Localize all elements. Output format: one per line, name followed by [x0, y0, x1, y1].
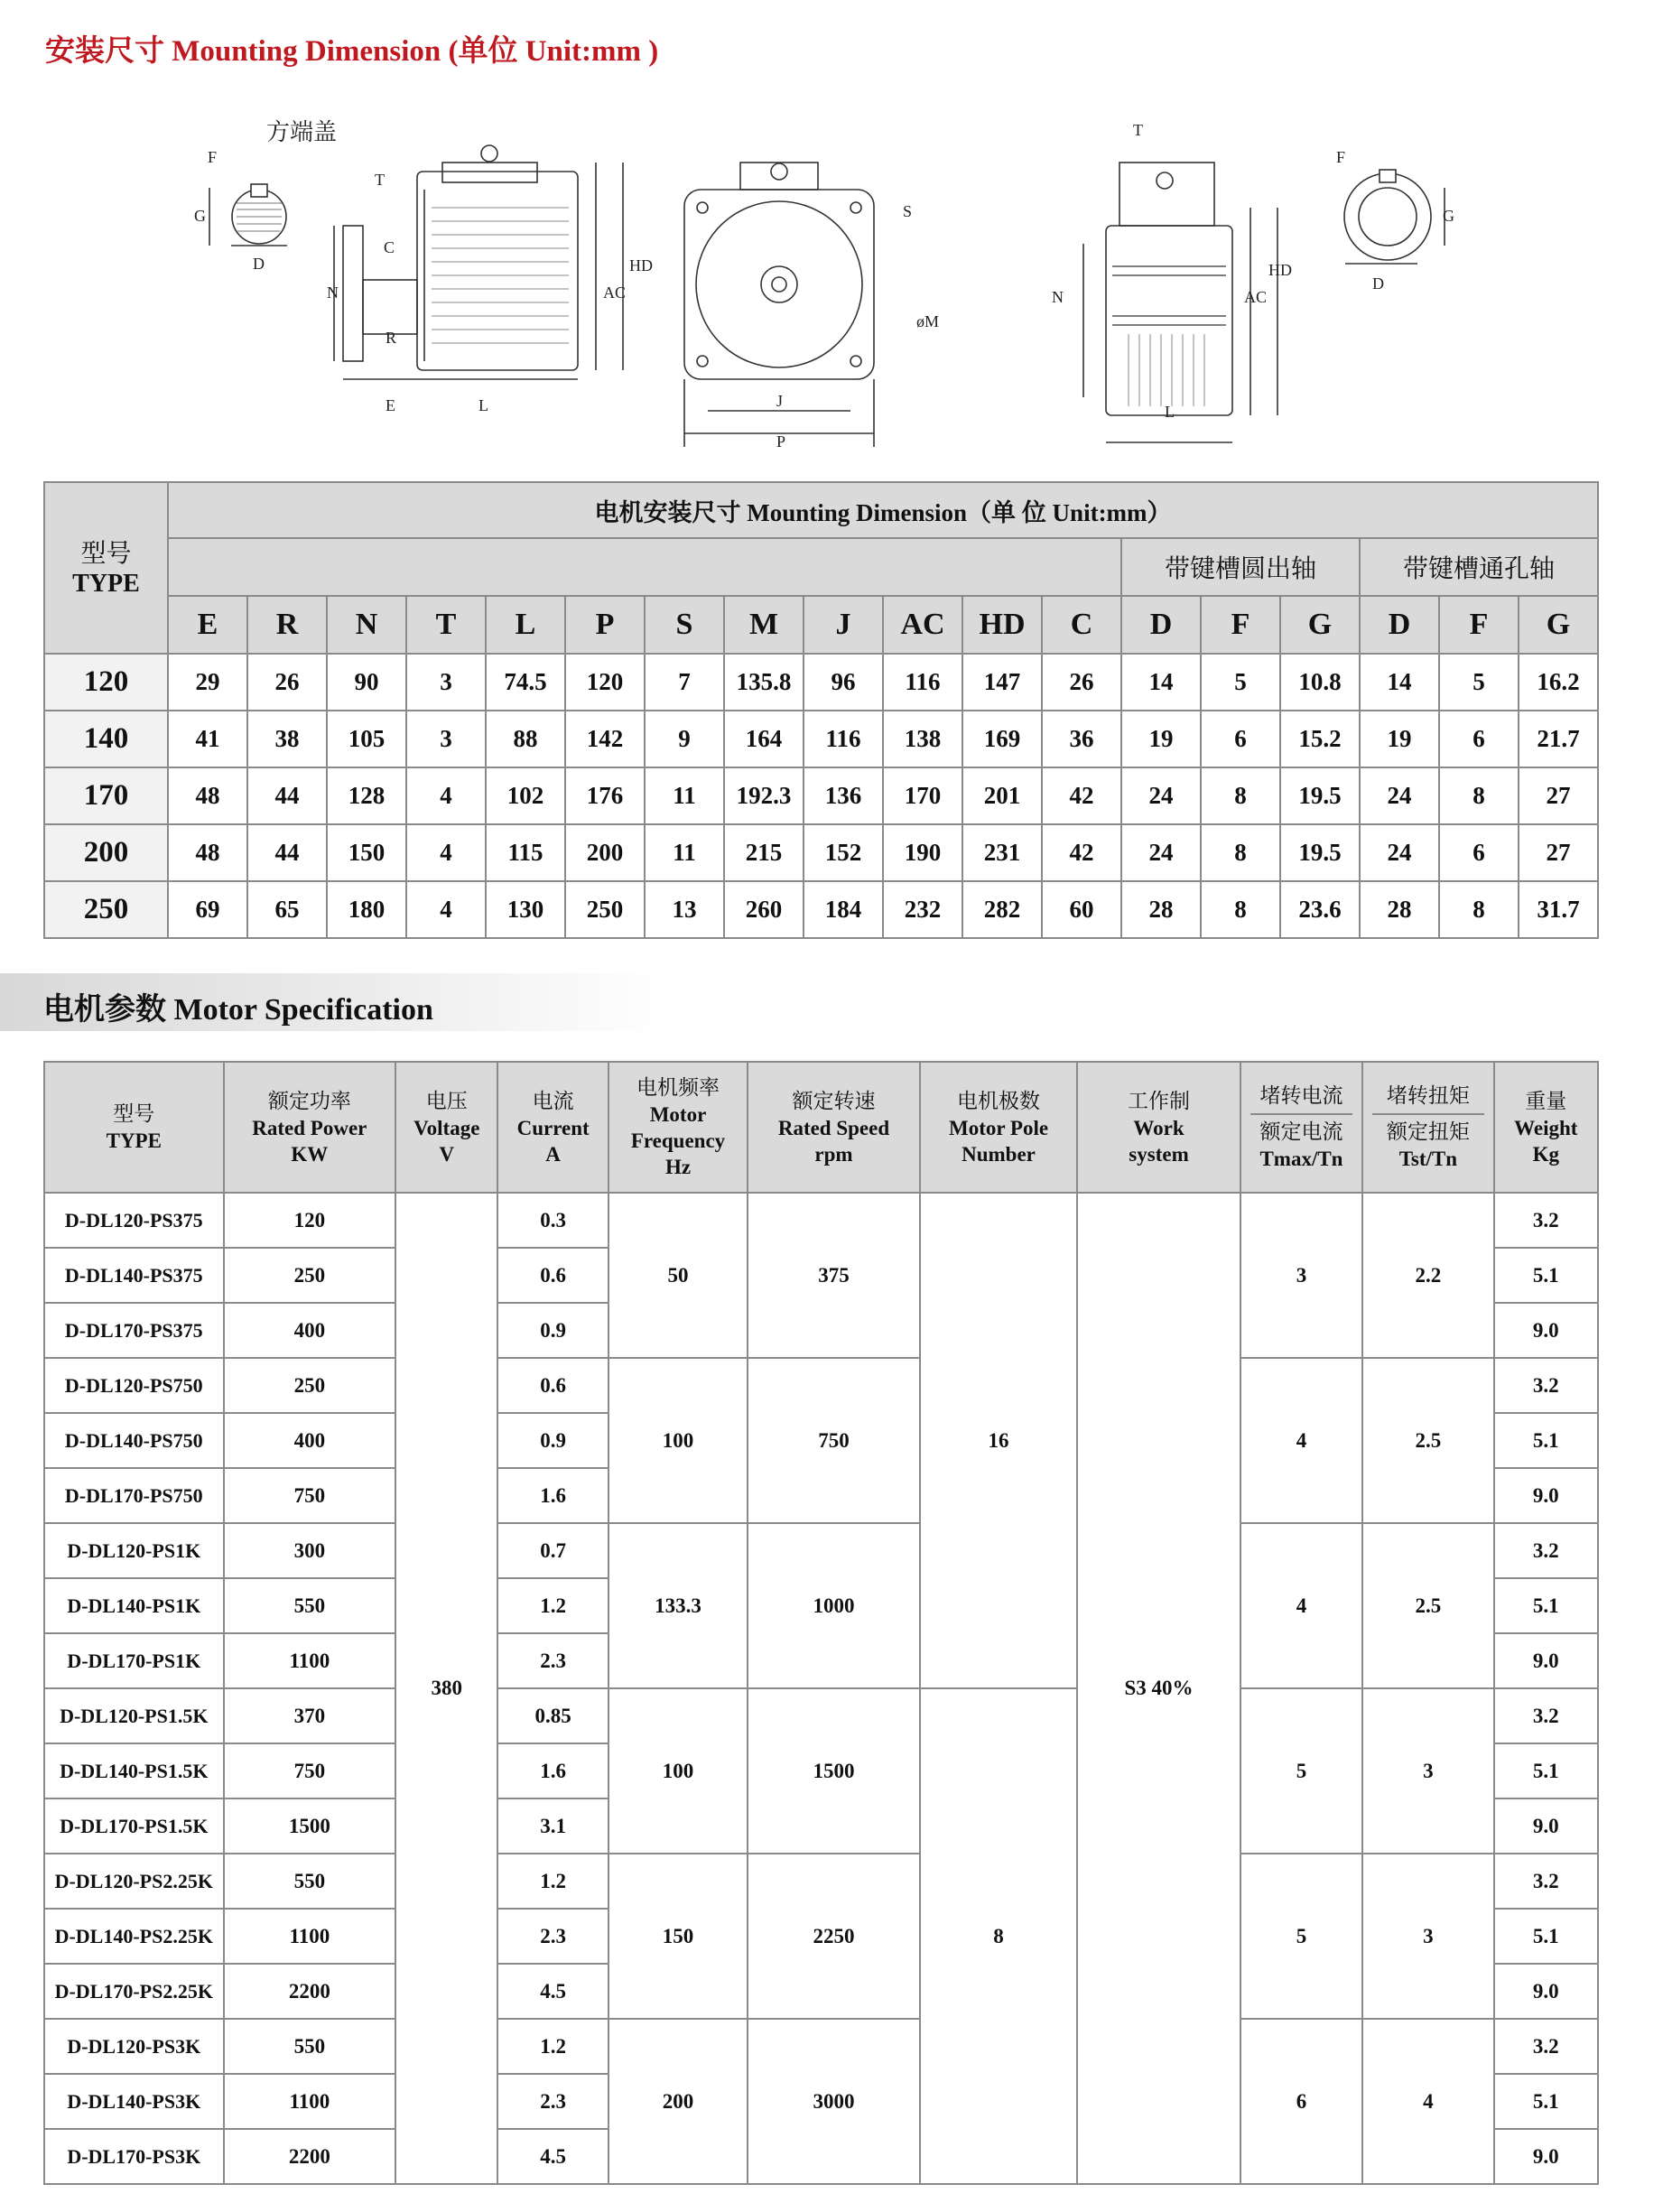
mount-cell: 190 [883, 824, 962, 881]
mount-cell: 4 [406, 881, 486, 938]
mount-cell: 3 [406, 711, 486, 767]
shaft-section-drawing [209, 184, 287, 246]
spec-weight: 5.1 [1494, 1909, 1598, 1964]
mount-col-p-5: P [565, 596, 645, 654]
mount-cell: 60 [1042, 881, 1121, 938]
mount-cell: 69 [168, 881, 247, 938]
mount-cell: 8 [1201, 767, 1280, 824]
mount-cell: 23.6 [1280, 881, 1360, 938]
mount-cell: 8 [1201, 881, 1280, 938]
spec-power: 1100 [224, 2074, 396, 2129]
mount-cell: 5 [1201, 654, 1280, 711]
mount-cell: 142 [565, 711, 645, 767]
spec-power: 250 [224, 1358, 396, 1413]
mount-col-hd-10: HD [962, 596, 1042, 654]
spec-power: 2200 [224, 1964, 396, 2019]
spec-model: D-DL170-PS2.25K [44, 1964, 224, 2019]
spec-model: D-DL170-PS750 [44, 1468, 224, 1523]
table-row [44, 1688, 1598, 1743]
mount-col-m-7: M [724, 596, 804, 654]
label-AC: AC [603, 283, 627, 302]
label-S: S [903, 202, 913, 220]
spec-power: 400 [224, 1303, 396, 1358]
spec-weight: 5.1 [1494, 1743, 1598, 1798]
mount-cell: 231 [962, 824, 1042, 881]
mount-cell: 138 [883, 711, 962, 767]
spec-col-power: 额定功率 Rated Power KW [224, 1062, 396, 1193]
mount-col-f-16: F [1439, 596, 1519, 654]
spec-current: 0.3 [497, 1193, 608, 1248]
spec-table-header [44, 1062, 1598, 1193]
spec-model: D-DL170-PS3K [44, 2129, 224, 2184]
spec-stall-current: 4 [1240, 1358, 1362, 1523]
mount-cell: 19 [1121, 711, 1201, 767]
mount-cell: 136 [804, 767, 883, 824]
mount-cell: 27 [1519, 824, 1598, 881]
mount-cell: 96 [804, 654, 883, 711]
spec-model: D-DL170-PS1K [44, 1633, 224, 1688]
mount-cell: 38 [247, 711, 327, 767]
table-row [44, 767, 1598, 824]
label-M: øM [916, 312, 940, 330]
spec-model: D-DL170-PS1.5K [44, 1798, 224, 1854]
mount-row-type: 200 [44, 824, 168, 881]
mount-cell: 88 [486, 711, 565, 767]
spec-weight: 3.2 [1494, 1523, 1598, 1578]
spec-col-stall-current: 堵转电流 额定电流 Tmax/Tn [1240, 1062, 1362, 1193]
spec-power: 300 [224, 1523, 396, 1578]
mount-cell: 31.7 [1519, 881, 1598, 938]
spec-model: D-DL120-PS2.25K [44, 1854, 224, 1909]
label-D: D [253, 255, 265, 273]
label-HD: HD [629, 256, 653, 274]
mount-cell: 6 [1201, 711, 1280, 767]
spec-weight: 3.2 [1494, 1193, 1598, 1248]
table-row [44, 1358, 1598, 1413]
mount-group-round-shaft: 带键槽圆出轴 [1121, 538, 1360, 596]
spec-current: 0.6 [497, 1358, 608, 1413]
spec-stall-torque: 3 [1362, 1854, 1493, 2019]
label-AC-right: AC [1244, 288, 1268, 306]
label-F: F [208, 148, 218, 166]
mount-cell: 19.5 [1280, 824, 1360, 881]
label-T-right: T [1133, 121, 1143, 139]
spec-stall-torque: 3 [1362, 1688, 1493, 1854]
mount-cell: 169 [962, 711, 1042, 767]
spec-col-voltage: 电压 Voltage V [395, 1062, 497, 1193]
mount-cell: 184 [804, 881, 883, 938]
mount-cell: 26 [247, 654, 327, 711]
spec-weight: 9.0 [1494, 1303, 1598, 1358]
mount-type-cn: 型号 [80, 537, 132, 568]
spec-col-type: 型号 TYPE [44, 1062, 224, 1193]
table-row [44, 1523, 1598, 1578]
spec-model: D-DL140-PS2.25K [44, 1909, 224, 1964]
spec-col-work-system: 工作制 Work system [1077, 1062, 1240, 1193]
mount-cell: 24 [1360, 767, 1439, 824]
spec-current: 4.5 [497, 2129, 608, 2184]
mount-cell: 26 [1042, 654, 1121, 711]
mount-cell: 19 [1360, 711, 1439, 767]
spec-power: 370 [224, 1688, 396, 1743]
label-J: J [776, 392, 784, 410]
mount-col-d-15: D [1360, 596, 1439, 654]
spec-power: 120 [224, 1193, 396, 1248]
mount-cell: 48 [168, 824, 247, 881]
mount-col-f-13: F [1201, 596, 1280, 654]
mount-cell: 7 [645, 654, 724, 711]
mount-header-row-1 [44, 482, 1598, 538]
mount-cell: 180 [327, 881, 406, 938]
mount-cell: 5 [1439, 654, 1519, 711]
label-L: L [478, 396, 488, 414]
mount-cell: 282 [962, 881, 1042, 938]
mount-col-e-0: E [168, 596, 247, 654]
spec-speed: 2250 [748, 1854, 920, 2019]
mount-cell: 4 [406, 824, 486, 881]
mount-cell: 128 [327, 767, 406, 824]
spec-weight: 3.2 [1494, 1358, 1598, 1413]
mount-row-type: 250 [44, 881, 168, 938]
mount-col-r-1: R [247, 596, 327, 654]
spec-weight: 3.2 [1494, 1854, 1598, 1909]
label-G-right: G [1443, 207, 1454, 225]
spec-weight: 5.1 [1494, 1413, 1598, 1468]
mount-cell: 41 [168, 711, 247, 767]
label-N: N [327, 283, 339, 302]
mount-cell: 90 [327, 654, 406, 711]
spec-weight: 9.0 [1494, 1468, 1598, 1523]
mount-cell: 14 [1121, 654, 1201, 711]
mount-cell: 6 [1439, 824, 1519, 881]
mount-main-header: 电机安装尺寸 Mounting Dimension（单 位 Unit:mm） [168, 482, 1598, 538]
mount-cell: 44 [247, 824, 327, 881]
mount-cell: 170 [883, 767, 962, 824]
mount-cell: 42 [1042, 824, 1121, 881]
mount-cell: 10.8 [1280, 654, 1360, 711]
spec-current: 0.6 [497, 1248, 608, 1303]
table-row [44, 824, 1598, 881]
spec-current: 0.85 [497, 1688, 608, 1743]
spec-current: 1.2 [497, 1854, 608, 1909]
mount-header-blank [168, 538, 1121, 596]
table-row [44, 1854, 1598, 1909]
mount-cell: 15.2 [1280, 711, 1360, 767]
spec-col-poles: 电机极数 Motor Pole Number [920, 1062, 1078, 1193]
mount-group-hollow-shaft: 带键槽通孔轴 [1360, 538, 1598, 596]
mount-col-l-4: L [486, 596, 565, 654]
spec-model: D-DL120-PS1K [44, 1523, 224, 1578]
spec-weight: 5.1 [1494, 1578, 1598, 1633]
spec-current: 2.3 [497, 2074, 608, 2129]
motor-drawing-svg [0, 90, 1663, 469]
mount-cell: 11 [645, 824, 724, 881]
spec-speed: 750 [748, 1358, 920, 1523]
mount-cell: 147 [962, 654, 1042, 711]
spec-stall-current: 6 [1240, 2019, 1362, 2184]
square-cap-label: 方端盖 [266, 119, 338, 146]
spec-section-title: 电机参数 Motor Specification [43, 993, 433, 1027]
spec-speed: 375 [748, 1193, 920, 1358]
label-N-right: N [1052, 288, 1064, 306]
spec-col-stall-torque: 堵转扭矩 额定扭矩 Tst/Tn [1362, 1062, 1493, 1193]
spec-current: 1.2 [497, 2019, 608, 2074]
spec-power: 2200 [224, 2129, 396, 2184]
mount-cell: 24 [1121, 824, 1201, 881]
spec-power: 750 [224, 1743, 396, 1798]
spec-stall-current: 4 [1240, 1523, 1362, 1688]
mount-cell: 8 [1439, 881, 1519, 938]
mount-cell: 192.3 [724, 767, 804, 824]
spec-power: 550 [224, 2019, 396, 2074]
mount-cell: 116 [804, 711, 883, 767]
mount-cell: 29 [168, 654, 247, 711]
spec-stall-current: 5 [1240, 1688, 1362, 1854]
spec-speed: 1000 [748, 1523, 920, 1688]
mount-row-type: 120 [44, 654, 168, 711]
mount-cell: 120 [565, 654, 645, 711]
spec-voltage: 380 [395, 1193, 497, 2184]
mount-cell: 28 [1121, 881, 1201, 938]
table-row [44, 1193, 1598, 1248]
mount-cell: 250 [565, 881, 645, 938]
hollow-shaft-section-drawing [1344, 170, 1445, 264]
spec-weight: 5.1 [1494, 2074, 1598, 2129]
spec-power: 750 [224, 1468, 396, 1523]
mount-cell: 201 [962, 767, 1042, 824]
spec-frequency: 200 [609, 2019, 748, 2184]
label-G: G [194, 207, 206, 225]
mount-col-s-6: S [645, 596, 724, 654]
spec-power: 1100 [224, 1909, 396, 1964]
spec-speed: 3000 [748, 2019, 920, 2184]
spec-work-system: S3 40% [1077, 1193, 1240, 2184]
label-T: T [375, 171, 385, 189]
spec-col-frequency: 电机频率 Motor Frequency Hz [609, 1062, 748, 1193]
spec-weight: 9.0 [1494, 1633, 1598, 1688]
mount-cell: 4 [406, 767, 486, 824]
mount-cell: 6 [1439, 711, 1519, 767]
mount-cell: 21.7 [1519, 711, 1598, 767]
mounting-table-body [44, 654, 1598, 938]
mount-cell: 44 [247, 767, 327, 824]
mount-col-n-2: N [327, 596, 406, 654]
mount-cell: 130 [486, 881, 565, 938]
spec-col-speed: 额定转速 Rated Speed rpm [748, 1062, 920, 1193]
mount-col-ac-9: AC [883, 596, 962, 654]
mount-cell: 13 [645, 881, 724, 938]
mount-cell: 24 [1121, 767, 1201, 824]
spec-weight: 5.1 [1494, 1248, 1598, 1303]
table-row [44, 654, 1598, 711]
label-D-right: D [1372, 274, 1384, 293]
label-E: E [386, 396, 395, 414]
mount-header-row-3 [44, 596, 1598, 654]
motor-spec-table [43, 1061, 1599, 2185]
spec-model: D-DL140-PS1K [44, 1578, 224, 1633]
mount-cell: 152 [804, 824, 883, 881]
mount-row-type: 140 [44, 711, 168, 767]
spec-model: D-DL140-PS3K [44, 2074, 224, 2129]
mount-cell: 3 [406, 654, 486, 711]
mount-cell: 14 [1360, 654, 1439, 711]
spec-weight: 9.0 [1494, 2129, 1598, 2184]
spec-power: 550 [224, 1854, 396, 1909]
spec-current: 3.1 [497, 1798, 608, 1854]
mount-cell: 42 [1042, 767, 1121, 824]
spec-model: D-DL140-PS1.5K [44, 1743, 224, 1798]
spec-current: 0.7 [497, 1523, 608, 1578]
mount-cell: 19.5 [1280, 767, 1360, 824]
spec-stall-torque: 4 [1362, 2019, 1493, 2184]
mount-cell: 48 [168, 767, 247, 824]
spec-model: D-DL170-PS375 [44, 1303, 224, 1358]
spec-power: 1100 [224, 1633, 396, 1688]
spec-current: 4.5 [497, 1964, 608, 2019]
mount-cell: 115 [486, 824, 565, 881]
spec-model: D-DL140-PS375 [44, 1248, 224, 1303]
spec-model: D-DL120-PS750 [44, 1358, 224, 1413]
mount-cell: 102 [486, 767, 565, 824]
label-C: C [384, 238, 395, 256]
mount-cell: 8 [1439, 767, 1519, 824]
mount-col-c-11: C [1042, 596, 1121, 654]
label-HD-right: HD [1268, 261, 1292, 279]
mount-cell: 74.5 [486, 654, 565, 711]
mounting-dimension-table [43, 481, 1599, 939]
mount-col-t-3: T [406, 596, 486, 654]
spec-stall-torque: 2.2 [1362, 1193, 1493, 1358]
spec-power: 550 [224, 1578, 396, 1633]
mount-cell: 16.2 [1519, 654, 1598, 711]
mount-col-d-12: D [1121, 596, 1201, 654]
spec-current: 0.9 [497, 1303, 608, 1358]
label-F-right: F [1336, 148, 1346, 166]
spec-power: 400 [224, 1413, 396, 1468]
spec-stall-current: 5 [1240, 1854, 1362, 2019]
spec-frequency: 150 [609, 1854, 748, 2019]
mount-cell: 28 [1360, 881, 1439, 938]
spec-stall-current: 3 [1240, 1193, 1362, 1358]
mount-cell: 105 [327, 711, 406, 767]
spec-stall-torque: 2.5 [1362, 1523, 1493, 1688]
spec-weight: 3.2 [1494, 1688, 1598, 1743]
spec-col-weight: 重量 Weight Kg [1494, 1062, 1598, 1193]
spec-current: 2.3 [497, 1909, 608, 1964]
label-R: R [386, 329, 397, 347]
spec-frequency: 133.3 [609, 1523, 748, 1688]
spec-weight: 9.0 [1494, 1798, 1598, 1854]
spec-current: 1.6 [497, 1743, 608, 1798]
mount-cell: 36 [1042, 711, 1121, 767]
spec-model: D-DL120-PS3K [44, 2019, 224, 2074]
spec-model: D-DL120-PS375 [44, 1193, 224, 1248]
mount-cell: 9 [645, 711, 724, 767]
label-P: P [776, 432, 786, 451]
mount-cell: 116 [883, 654, 962, 711]
mount-col-g-14: G [1280, 596, 1360, 654]
spec-current: 0.9 [497, 1413, 608, 1468]
mount-cell: 150 [327, 824, 406, 881]
mount-cell: 24 [1360, 824, 1439, 881]
spec-poles: 16 [920, 1193, 1078, 1688]
table-row [44, 2019, 1598, 2074]
mount-col-j-8: J [804, 596, 883, 654]
spec-table-body [44, 1193, 1598, 2184]
mount-cell: 200 [565, 824, 645, 881]
table-row [44, 711, 1598, 767]
mounting-section-title: 安装尺寸 Mounting Dimension (单位 Unit:mm ) [45, 35, 659, 68]
spec-poles: 8 [920, 1688, 1078, 2184]
mount-cell: 27 [1519, 767, 1598, 824]
mount-cell: 164 [724, 711, 804, 767]
spec-weight: 9.0 [1494, 1964, 1598, 2019]
spec-frequency: 100 [609, 1358, 748, 1523]
spec-power: 250 [224, 1248, 396, 1303]
mount-row-type: 170 [44, 767, 168, 824]
spec-frequency: 100 [609, 1688, 748, 1854]
technical-drawings [0, 90, 1663, 469]
mount-cell: 260 [724, 881, 804, 938]
spec-current: 1.2 [497, 1578, 608, 1633]
spec-frequency: 50 [609, 1193, 748, 1358]
mount-cell: 11 [645, 767, 724, 824]
mounting-table-header [44, 482, 1598, 654]
mount-type-en: TYPE [72, 569, 140, 598]
mount-col-g-17: G [1519, 596, 1598, 654]
mount-cell: 135.8 [724, 654, 804, 711]
mount-cell: 8 [1201, 824, 1280, 881]
mount-cell: 232 [883, 881, 962, 938]
spec-col-current: 电流 Current A [497, 1062, 608, 1193]
spec-weight: 3.2 [1494, 2019, 1598, 2074]
mount-type-header [44, 482, 168, 654]
spec-current: 2.3 [497, 1633, 608, 1688]
spec-model: D-DL120-PS1.5K [44, 1688, 224, 1743]
mount-header-row-2 [44, 538, 1598, 596]
spec-power: 1500 [224, 1798, 396, 1854]
mount-cell: 176 [565, 767, 645, 824]
mount-cell: 215 [724, 824, 804, 881]
table-row [44, 881, 1598, 938]
spec-model: D-DL140-PS750 [44, 1413, 224, 1468]
label-L-right: L [1165, 403, 1175, 421]
spec-current: 1.6 [497, 1468, 608, 1523]
spec-stall-torque: 2.5 [1362, 1358, 1493, 1523]
spec-speed: 1500 [748, 1688, 920, 1854]
mount-cell: 65 [247, 881, 327, 938]
